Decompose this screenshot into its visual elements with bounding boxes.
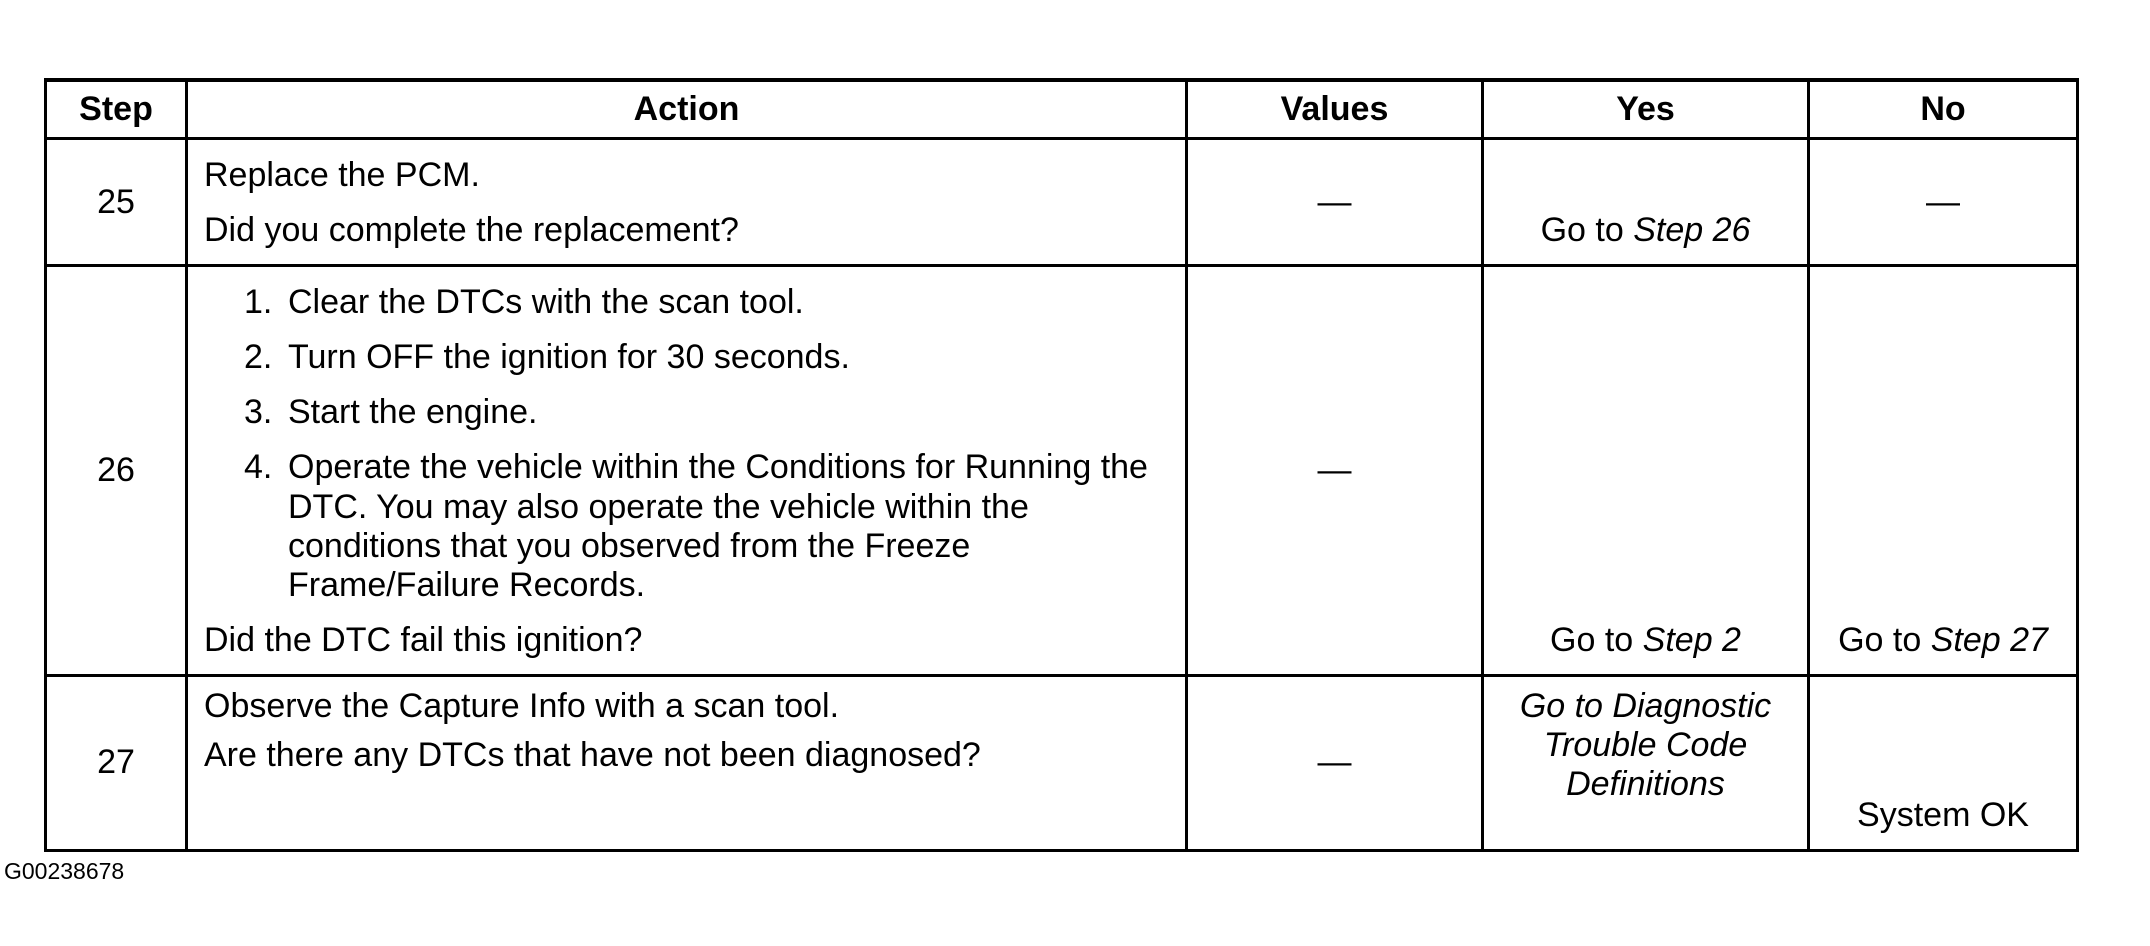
yes-link-line: Definitions bbox=[1566, 765, 1725, 804]
list-item-text: Start the engine. bbox=[288, 393, 538, 432]
action-cell bbox=[187, 266, 1187, 676]
yes-link-line: Trouble Code bbox=[1543, 726, 1748, 765]
list-item-number: 4. bbox=[244, 448, 273, 487]
action-line: Observe the Capture Info with a scan tool. bbox=[204, 686, 840, 725]
list-item bbox=[204, 448, 1169, 604]
step-number: 27 bbox=[46, 675, 187, 850]
table-row-step-27 bbox=[46, 675, 2078, 850]
values-dash: — bbox=[1317, 451, 1352, 490]
yes-cell bbox=[1483, 675, 1809, 850]
header-values: Values bbox=[1187, 80, 1483, 139]
list-item-text: Clear the DTCs with the scan tool. bbox=[288, 283, 804, 322]
list-item-text: Turn OFF the ignition for 30 seconds. bbox=[288, 338, 850, 377]
yes-cell bbox=[1483, 139, 1809, 266]
step-number: 25 bbox=[46, 139, 187, 266]
action-line: Replace the PCM. bbox=[204, 156, 480, 194]
header-no: No bbox=[1809, 80, 2078, 139]
list-item bbox=[204, 393, 1169, 432]
yes-step-link[interactable]: Step 2 bbox=[1642, 620, 1741, 659]
list-item-number: 1. bbox=[244, 283, 273, 322]
no-prefix: Go to bbox=[1838, 620, 1922, 659]
action-cell bbox=[187, 675, 1187, 850]
header-action: Action bbox=[187, 80, 1187, 139]
yes-prefix: Go to bbox=[1540, 211, 1624, 250]
no-cell bbox=[1809, 139, 2078, 266]
values-dash: — bbox=[1317, 743, 1352, 782]
diagnostic-table bbox=[44, 78, 2079, 852]
yes-diagnostic-link[interactable] bbox=[1484, 687, 1807, 804]
values-cell bbox=[1187, 675, 1483, 850]
action-cell bbox=[187, 139, 1187, 266]
step-number: 26 bbox=[46, 266, 187, 676]
values-cell bbox=[1187, 139, 1483, 266]
action-steps-list bbox=[204, 283, 1169, 605]
no-cell bbox=[1809, 266, 2078, 676]
action-question: Are there any DTCs that have not been diagnosed? bbox=[204, 736, 981, 775]
list-item bbox=[204, 338, 1169, 377]
action-question: Did the DTC fail this ignition? bbox=[204, 620, 643, 659]
values-dash: — bbox=[1317, 182, 1352, 221]
list-item-number: 3. bbox=[244, 393, 273, 432]
no-cell bbox=[1809, 675, 2078, 850]
header-step: Step bbox=[46, 80, 187, 139]
no-step-link[interactable]: Step 27 bbox=[1930, 620, 2048, 659]
list-item bbox=[204, 283, 1169, 322]
figure-code: G00238678 bbox=[4, 858, 125, 884]
no-result-text: System OK bbox=[1857, 795, 2029, 834]
table-row-step-26 bbox=[46, 266, 2078, 676]
yes-step-link[interactable]: Step 26 bbox=[1633, 211, 1751, 250]
yes-cell bbox=[1483, 266, 1809, 676]
yes-prefix: Go to bbox=[1550, 620, 1634, 659]
action-question: Did you complete the replacement? bbox=[204, 211, 739, 250]
list-item-number: 2. bbox=[244, 338, 273, 377]
header-row bbox=[46, 80, 2078, 139]
values-cell bbox=[1187, 266, 1483, 676]
no-dash: — bbox=[1926, 182, 1960, 221]
table-row-step-25 bbox=[46, 139, 2078, 266]
yes-link-line: Go to Diagnostic bbox=[1519, 686, 1772, 725]
header-yes: Yes bbox=[1483, 80, 1809, 139]
list-item-text: Operate the vehicle within the Conditions for Running the DTC. You may also operate the vehicle within the conditions that you observed from the Freeze Frame/Failure Records. bbox=[288, 448, 1148, 604]
